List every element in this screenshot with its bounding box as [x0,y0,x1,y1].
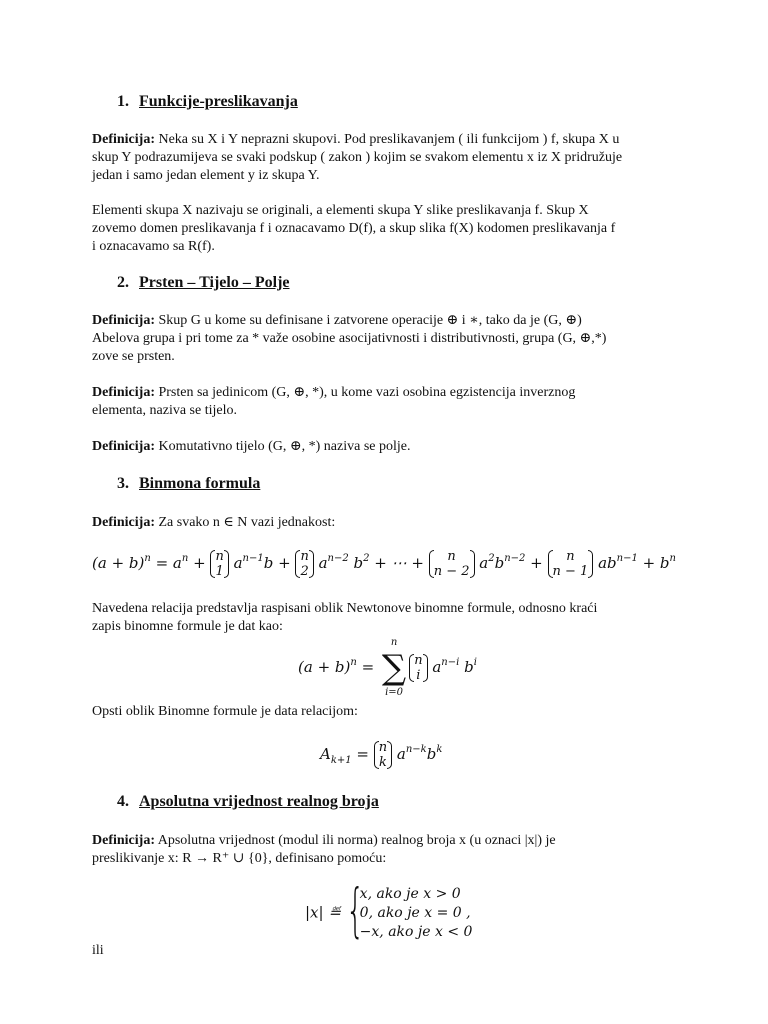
paragraph-newton: Navedena relacija predstavlja raspisani oblik Newtonove binomne formule, odnosno kraći zapis binomne formule je dat kao: [92,601,598,634]
definition-1: Definicija: Neka su X i Y neprazni skupovi. Pod preslikavanjem ( ili funkcijom ) f, skupa X u skup Y podrazumijeva se svaki podskup ( zakon ) kojim se svakom elementu x iz X pridružuje jedan i samo jedan element y iz skupa Y. [92,132,623,183]
definition-tijelo: Definicija: Prsten sa jedinicom (G, ⊕, *), u kome vazi osobina egzistencija inverznog elementa, naziva se tijelo. [92,385,576,418]
section-heading-1: 1. Funkcije-preslikavanja [117,93,298,110]
definition-binom: Definicija: Za svako n ∈ N vazi jednakost: [92,515,336,530]
absolute-value-cases-formula: |x| ≝ { x, ako je x > 0 0, ako je x = 0 , −x, ako je x < 0 [305,876,473,944]
paragraph-general-form: Opsti oblik Binomne formule je data relacijom: [92,704,358,719]
definition-absolute-value: Definicija: Apsolutna vrijednost (modul ili norma) realnog broja x (u oznaci |x|) je preslikivanje x: R → R⁺ ∪ {0}, definisano pomoću: [92,833,556,866]
section-heading-2: 2. Prsten – Tijelo – Polje [117,274,290,291]
general-term-formula: $A_{k+1}$ = n k $a^{n-k}b^k$ [320,740,443,770]
section-heading-3: 3. Binmona formula [117,475,261,492]
binomial-sum-formula: $(a + b)^n$ = n ∑ i=0 n i $a^{n-i}$ $b^i$ [298,637,477,698]
paragraph-ili: ili [92,943,104,958]
binomial-expansion-formula: $(a + b)^n = a^n$ + n 1 $a^{n-1}b$ + n 2 $a^{n-2}$ $b^2$ + ⋯ + n n − 2 $a^2b^{n-2}$ + n n − 1 $ab^{n-1} + b^n$ [92,549,676,579]
definition-polje: Definicija: Komutativno tijelo (G, ⊕, *) naziva se polje. [92,439,411,454]
definition-prsten: Definicija: Skup G u kome su definisane i zatvorene operacije ⊕ i ∗, tako da je (G, ⊕) Abelova grupa i pri tome za * važe osobine asocijativnosti i distributivnosti, grupa (G, ⊕,*) zove se prsten. [92,313,607,364]
section-heading-4: 4. Apsolutna vrijednost realnog broja [117,793,379,810]
paragraph-originals: Elementi skupa X nazivaju se originali, a elementi skupa Y slike preslikavanja f. Skup X zovemo domen preslikavanja f i oznacavamo D(f), a skup slika f(X) kodomen preslikavanja f i oznacavamo sa R(f). [92,203,616,254]
